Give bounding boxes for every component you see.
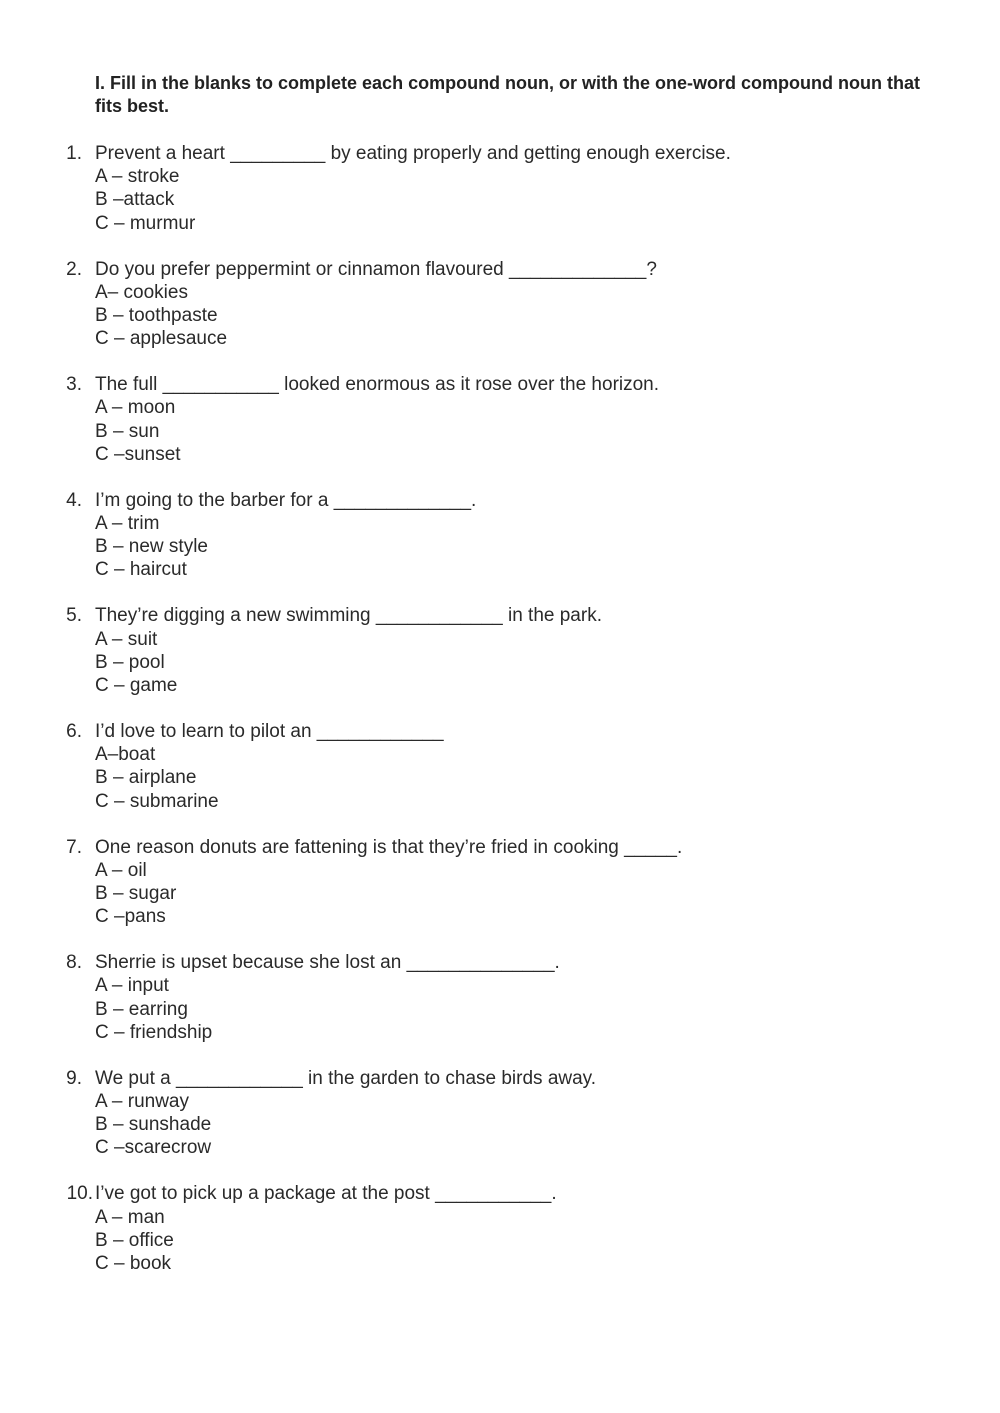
question-6 bbox=[0, 720, 1000, 836]
option-a: A – stroke bbox=[95, 166, 180, 188]
option-c: C –scarecrow bbox=[95, 1137, 212, 1159]
option-b: B – sugar bbox=[95, 882, 177, 904]
question-1 bbox=[0, 142, 1000, 258]
question-text: They’re digging a new swimming ____________ in the park. bbox=[95, 605, 602, 627]
option-a: A – oil bbox=[95, 859, 147, 881]
option-c: C –pans bbox=[95, 906, 166, 928]
question-body bbox=[95, 951, 975, 1044]
question-number: 9. bbox=[66, 1067, 82, 1089]
question-3 bbox=[0, 373, 1000, 489]
option-b: B – pool bbox=[95, 651, 165, 673]
question-2 bbox=[0, 258, 1000, 374]
option-b: B –attack bbox=[95, 189, 175, 211]
option-b: B – new style bbox=[95, 536, 208, 558]
question-number: 3. bbox=[66, 374, 82, 396]
question-body bbox=[95, 258, 975, 351]
option-a: A – trim bbox=[95, 512, 160, 534]
option-c: C – book bbox=[95, 1252, 172, 1274]
option-b: B – office bbox=[95, 1229, 174, 1251]
option-a: A – input bbox=[95, 975, 169, 997]
question-text: I’ve got to pick up a package at the post ___________. bbox=[95, 1183, 557, 1205]
question-body bbox=[95, 604, 975, 697]
question-10 bbox=[0, 1182, 1000, 1298]
question-5 bbox=[0, 604, 1000, 720]
question-body bbox=[95, 1067, 975, 1160]
question-text: Sherrie is upset because she lost an ______________. bbox=[95, 952, 560, 974]
option-b: B – toothpaste bbox=[95, 305, 218, 326]
question-7 bbox=[0, 836, 1000, 952]
question-number: 10. bbox=[66, 1183, 93, 1205]
option-b: B – airplane bbox=[95, 767, 197, 789]
question-body bbox=[95, 489, 975, 582]
option-b: B – sun bbox=[95, 420, 160, 442]
question-text: Do you prefer peppermint or cinnamon flavoured _____________? bbox=[95, 258, 657, 280]
option-c: C – submarine bbox=[95, 790, 219, 812]
question-text: One reason donuts are fattening is that they’re fried in cooking _____. bbox=[95, 836, 683, 858]
option-c: C –sunset bbox=[95, 443, 181, 465]
option-c: C – game bbox=[95, 674, 178, 696]
question-list bbox=[0, 142, 1000, 1298]
option-c: C – applesauce bbox=[95, 328, 228, 350]
instructions-heading: I. Fill in the blanks to complete each compound noun, or with the one-word compound noun that fits best. bbox=[95, 73, 920, 116]
option-a: A–boat bbox=[95, 744, 156, 766]
question-body bbox=[95, 142, 975, 235]
question-body bbox=[95, 836, 975, 929]
question-8 bbox=[0, 951, 1000, 1067]
question-body bbox=[95, 720, 975, 813]
question-text: I’m going to the barber for a _____________. bbox=[95, 489, 477, 511]
question-text: I’d love to learn to pilot an ____________ bbox=[95, 720, 444, 742]
option-a: A – moon bbox=[95, 397, 176, 419]
question-number: 5. bbox=[66, 605, 82, 627]
question-text: We put a ____________ in the garden to chase birds away. bbox=[95, 1067, 597, 1089]
question-number: 8. bbox=[66, 952, 82, 974]
option-b: B – sunshade bbox=[95, 1114, 212, 1136]
question-number: 7. bbox=[66, 836, 82, 858]
question-text: The full ___________ looked enormous as it rose over the horizon. bbox=[95, 374, 660, 396]
question-4 bbox=[0, 489, 1000, 605]
option-b: B – earring bbox=[95, 998, 188, 1020]
option-c: C – murmur bbox=[95, 212, 196, 234]
question-number: 6. bbox=[66, 720, 82, 742]
option-a: A – suit bbox=[95, 628, 158, 650]
option-c: C – haircut bbox=[95, 559, 187, 581]
question-text: Prevent a heart _________ by eating properly and getting enough exercise. bbox=[95, 143, 731, 164]
question-number: 1. bbox=[66, 143, 82, 164]
option-a: A – man bbox=[95, 1206, 165, 1228]
option-a: A– cookies bbox=[95, 281, 188, 303]
question-body bbox=[95, 373, 975, 466]
option-a: A – runway bbox=[95, 1090, 189, 1112]
option-c: C – friendship bbox=[95, 1021, 213, 1043]
question-number: 2. bbox=[66, 258, 82, 280]
question-9 bbox=[0, 1067, 1000, 1183]
question-body bbox=[95, 1182, 975, 1275]
question-number: 4. bbox=[66, 489, 82, 511]
